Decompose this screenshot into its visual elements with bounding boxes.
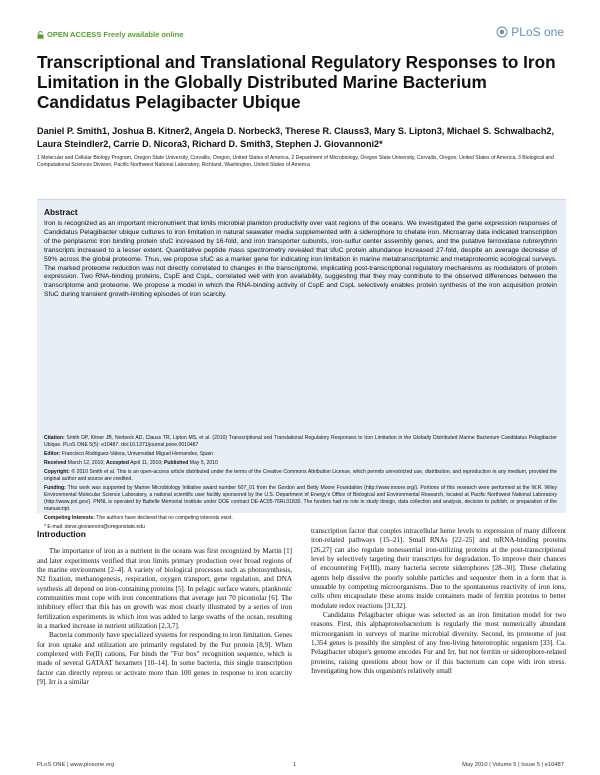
introduction-heading: Introduction (37, 529, 86, 539)
journal-logo-text: PLoS one (511, 25, 564, 39)
header-bar (37, 25, 564, 44)
body-column-left (37, 530, 292, 688)
funding: Funding: This work was supported by Marine Microbiology Initiative award number 607_01 from the Gordon and Betty Moore Foundation (http://www.moore.org/). Portions of this research were performed at the W.R. Wiley Environmental Molecular Science Laboratory, a national scientific user facility sponsored by the U.S. Department of Energy's Office of Biological and Environmental Research, located at Pacific Northwest National Laboratory (http://www.pnl.gov/). PNNL is operated by Battelle Memorial Institute under DOE contract DE-AC05-76RL01830. The funders had no role in study design, data collection and analysis, decision to publish, or preparation of the manuscript. (44, 485, 558, 512)
open-access-label (37, 30, 183, 39)
article-metadata (44, 435, 557, 533)
body-paragraph: The importance of iron as a nutrient in the oceans was first recognized by Martin [1] and later experiments verified that iron limits primary production over broad regions of the marine environment [2–4]. A variety of biological processes such as photosynthesis, N2 fixation, methanogenesis, respiration, oxygen transport, gene regulation, and DNA synthesis all depend on iron-containing proteins [5]. In pelagic surface waters, planktonic communities must cope with iron concentrations that average just 70 picomolar [6]. The inhibitory effect that this has on growth was most clearly illustrated by a series of iron fertilization experiments in which iron was added to large swaths of the ocean, resulting in a marked increase in nutrient utilization [2,3,7]. (37, 547, 292, 631)
author-list: Daniel P. Smith1, Joshua B. Kitner2, Angela D. Norbeck3, Therese R. Clauss3, Mary S. Lipton3, Michael S. Schwalbach2, Laura Steindler2, Carrie D. Nicora3, Richard D. Smith3, Stephen J. Giovannoni2* (37, 126, 554, 149)
editor: Editor: Francisco Rodriguez-Valera, Universidad Miguel Hernandez, Spain (44, 451, 213, 457)
body-paragraph: Bacteria commonly have specialized systems for responding to iron limitation. Genes for iron uptake and utilization are primarily regulated by the Fur protein [8,9]. When complexed with Fe(II) cations, Fur binds the "Fur box" recognition sequence, which is made of several GATAAT hexamers [10–14]. In some bacteria, this single transcription factor can directly repress or activate more than 100 genes in response to iron scarcity [9]. Irr is a similar (37, 631, 292, 687)
article-title-text: Transcriptional and Translational Regulatory Responses to Iron Limitation in the Globally Distributed Marine Bacterium Candidatus Pelagibacter Ubique (37, 52, 556, 112)
competing-interests: Competing Interests: The authors have declared that no competing interests exist. (44, 515, 233, 521)
body-paragraph: transcription factor that couples intracellular heme levels to expression of many different iron-related pathways [15–21]. Small RNAs [22–25] and mRNA-binding proteins [26,27] can also regulate nonessential iron-utilizing proteins at the post-transcriptional level by selectively targeting their transcripts for degradation. To improve their chances of encountering Fe(III), many bacteria secrete siderophores [28–30]. These chelating agents help dissolve the poorly soluble particles and sequester them in a form that is unusable by competing microorganisms. Due to the spontaneous reactivity of iron ions, cells often encapsulate these atoms inside containers made of ferritin proteins to better modulate redox reactions [31,32]. (311, 527, 566, 610)
body-column-right (311, 527, 566, 677)
open-access-text: OPEN ACCESS Freely available online (47, 30, 184, 39)
abstract-heading: Abstract (44, 207, 78, 217)
body-paragraph: Candidatus Pelagibacter ubique was selected as an iron limitation model for two reasons. First, this alphaproteobacterium is regularly the most numerically abundant microorganism in surveys of marine microbial diversity. Second, its proteome of just 1,354 genes is possibly the simplest of any free-living heterotrophic organism [33]. Ca. Pelagibacter ubique's genome encodes Fur and Irr, but not ferritin or siderophore-related proteins, raising questions about how or if this bacterium can cope with iron stress. Investigating how this organism's relatively small (311, 611, 566, 676)
abstract-box (37, 199, 566, 530)
abstract-text: Iron is recognized as an important micronutrient that limits microbial plankton productivity over vast regions of the oceans. We investigated the gene expression responses of Candidatus Pelagibacter ubique cultures to iron limitation in natural seawater media supplemented with a siderophore to chelate iron. Microarray data indicated transcription of the periplasmic iron binding protein sfuC increased by 16-fold, and iron transporter subunits, iron-sulfur center assembly genes, and the putative ferroxidase rubrerythrin transcripts increased to a lesser extent. Quantitative peptide mass spectrometry revealed that sfuC protein abundance increased 27-fold, despite an average decrease of 59% across the global proteome. Thus, we propose sfuC as a marker gene for indicating iron limitation in marine metatranscriptomic and metaproteomic ecological surveys. The marked proteome reduction was not directly correlated to changes in the transcriptome, implicating post-transcriptional regulatory mechanisms as modulators of protein expression. Two RNA-binding proteins, CspE and CspL, correlated well with iron availability, suggesting that they may contribute to the observed differences between the transcriptome and proteome. We propose a model in which the RNA-binding activity of CspE and CspL selectively enables protein synthesis of the iron acquisition protein SfuC during transient growth-limiting episodes of iron scarcity. (44, 220, 557, 299)
contact-email[interactable]: * E-mail: steve.giovannoni@oregonstate.edu (44, 524, 145, 530)
affiliations: 1 Molecular and Cellular Biology Program, Oregon State University, Corvallis, Oregon, United States of America, 2 Department of Microbiology, Oregon State University, Corvallis, Oregon, United States of America, 3 Biological and Computational Sciences Division, Pacific Northwest National Laboratory, Richland, Washington, United States of America (37, 155, 554, 169)
footer-journal: PLoS ONE | www.plosone.org (37, 762, 115, 768)
journal-logo (496, 25, 564, 39)
plos-logo-icon (496, 26, 508, 38)
dates: Received March 12, 2010; Accepted April 11, 2010; Published May 5, 2010 (44, 460, 218, 466)
citation: Citation: Smith DP, Kitner JB, Norbeck AD, Clauss TR, Lipton MS, et al. (2010) Transcriptional and Translational Regulatory Responses to Iron Limitation in the Globally Distributed Marine Bacterium Candidatus Pelagibacter Ubique. PLoS ONE 5(5): e10487. doi:10.1371/journal.pone.0010487 (44, 435, 557, 448)
article-title (37, 52, 564, 112)
footer-issue: May 2010 | Volume 5 | Issue 5 | e10487 (462, 762, 564, 768)
copyright: Copyright: © 2010 Smith et al. This is an open-access article distributed under the terms of the Creative Commons Attribution License, which permits unrestricted use, distribution, and reproduction in any medium, provided the original author and source are credited. (44, 469, 557, 482)
open-access-lock-icon (37, 31, 44, 39)
footer-page-number: 1 (293, 762, 297, 768)
